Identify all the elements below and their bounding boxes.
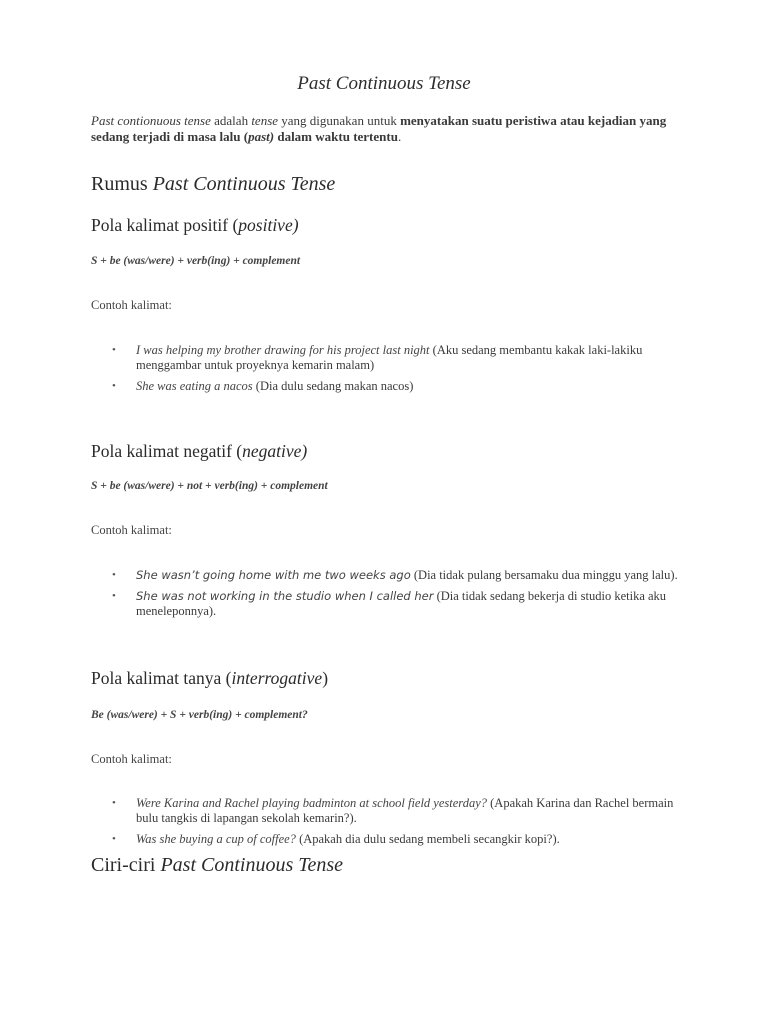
example-translation: (Dia dulu sedang makan nacos) [252,379,414,393]
ciri-heading [91,854,343,877]
intro-end: . [397,129,402,144]
tanya-heading-end: ) [322,668,329,688]
negatif-heading-italic: negative) [242,441,308,461]
intro-term: Past contionuous tense [91,113,211,128]
example-translation: (Apakah dia dulu sedang membeli secangkir kopi?). [295,832,560,846]
rumus-heading-italic: Past Continuous Tense [152,173,336,195]
example-translation: (Dia tidak pulang bersamaku dua minggu yang lalu). [410,568,678,582]
example-english: She wasn’t going home with me two weeks ago [136,568,411,582]
tanya-heading-plain: Pola kalimat tanya ( [91,668,232,688]
negatif-heading [91,441,307,462]
intro-bold-1: menyatakan suatu peristiwa atau kejadian yang sedang terjadi di masa lalu ( [91,113,667,144]
example-english: She was eating a nacos [136,379,253,393]
intro-text-2: yang digunakan untuk [278,113,401,128]
positif-example-list [91,343,691,400]
list-item [91,589,691,619]
tanya-heading-italic: interrogative [231,668,323,688]
rumus-heading-plain: Rumus [91,173,153,195]
tanya-heading [91,668,328,689]
example-english: Were Karina and Rachel playing badminton at school field yesterday? [136,796,487,810]
bullet-icon: • [112,833,116,845]
list-item [91,343,691,373]
example-english: She was not working in the studio when I called her [136,589,434,603]
intro-past-word: past) [248,129,275,144]
tanya-example-list [91,796,691,853]
ciri-heading-plain: Ciri-ciri [91,854,161,876]
negatif-contoh-label: Contoh kalimat: [91,523,172,537]
example-translation: (Dia tidak sedang bekerja di studio ketika aku meneleponnya). [136,589,667,618]
bullet-icon: • [112,797,116,809]
list-item [91,796,691,826]
example-english: Was she buying a cup of coffee? [136,832,296,846]
example-translation: (Apakah Karina dan Rachel bermain bulu tangkis di lapangan sekolah kemarin?). [136,796,674,825]
negatif-example-list [91,568,691,625]
bullet-icon: • [112,590,116,602]
bullet-icon: • [112,569,116,581]
ciri-heading-italic: Past Continuous Tense [160,854,344,876]
list-item [91,568,691,583]
rumus-heading [91,173,335,196]
positif-heading-plain: Pola kalimat positif ( [91,215,239,235]
list-item [91,379,691,394]
intro-tense-word: tense [251,113,279,128]
intro-bold-2: dalam waktu tertentu [274,129,398,144]
positif-heading-italic: positive) [238,215,299,235]
page-title: Past Continuous Tense [297,73,471,94]
positif-contoh-label: Contoh kalimat: [91,298,172,312]
intro-text-1: adalah [210,113,252,128]
positif-heading [91,215,299,236]
bullet-icon: • [112,344,116,356]
bullet-icon: • [112,380,116,392]
negatif-formula: S + be (was/were) + not + verb(ing) + complement [91,480,328,492]
tanya-contoh-label: Contoh kalimat: [91,752,172,766]
tanya-formula: Be (was/were) + S + verb(ing) + complement? [91,709,308,721]
positif-formula: S + be (was/were) + verb(ing) + complement [91,255,301,267]
example-english: I was helping my brother drawing for his project last night [136,343,430,357]
list-item [91,832,691,847]
example-translation: (Aku sedang membantu kakak laki-lakiku menggambar untuk proyeknya kemarin malam) [136,343,643,372]
negatif-heading-plain: Pola kalimat negatif ( [91,441,243,461]
intro-paragraph [91,113,681,145]
